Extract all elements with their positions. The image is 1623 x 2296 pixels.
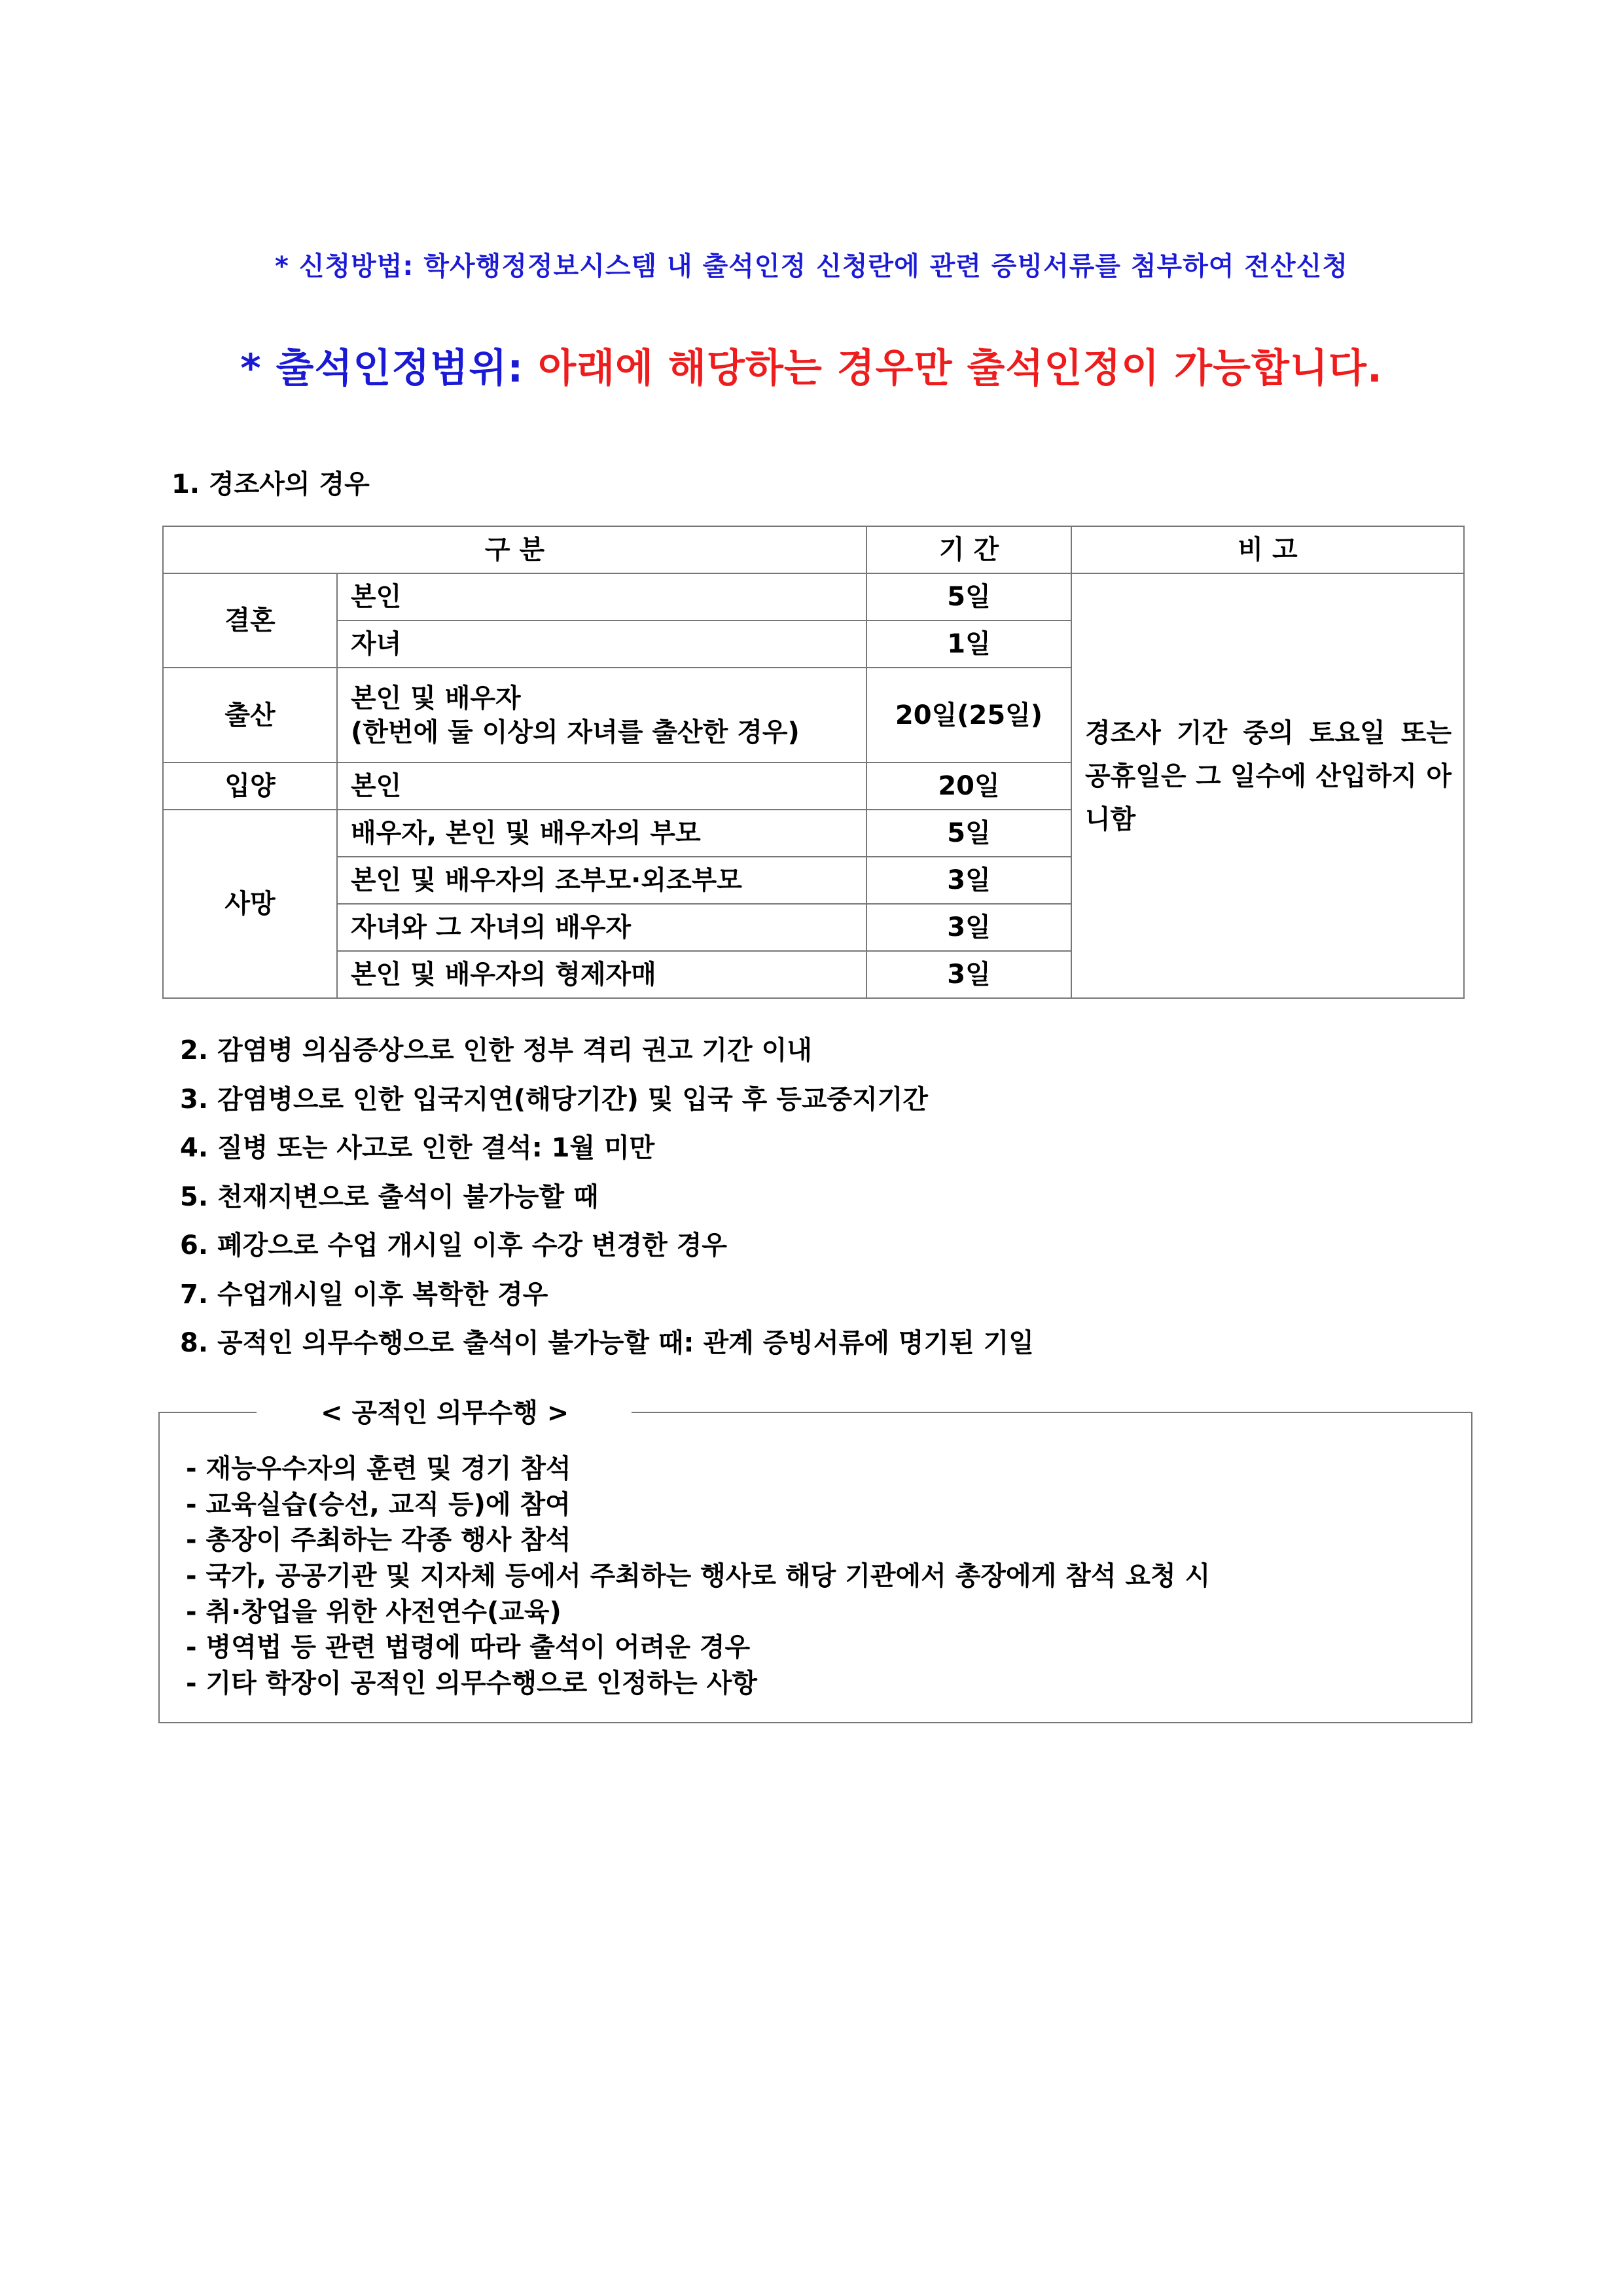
category-birth: 출산 <box>163 668 337 762</box>
condolence-leave-table <box>162 526 1465 999</box>
list-item: - 총장이 주최하는 각종 행사 참석 <box>186 1525 571 1556</box>
table-row <box>163 573 1464 620</box>
target-cell: 배우자, 본인 및 배우자의 부모 <box>337 810 866 857</box>
period-cell: 3일 <box>866 857 1071 904</box>
list-item: - 취·창업을 위한 사전연수(교육) <box>186 1596 562 1627</box>
period-cell: 20일 <box>866 762 1071 810</box>
list-item: - 병역법 등 관련 법령에 따라 출석이 어려운 경우 <box>186 1632 751 1663</box>
category-marriage: 결혼 <box>163 573 337 668</box>
header-period: 기 간 <box>866 526 1071 573</box>
list-item: 3. 감염병으로 인한 입국지연(해당기간) 및 입국 후 등교중지기간 <box>180 1084 929 1115</box>
category-death: 사망 <box>163 810 337 998</box>
period-cell: 3일 <box>866 951 1071 998</box>
scope-text: 아래에 해당하는 경우만 출석인정이 가능합니다. <box>538 346 1383 391</box>
target-cell: 본인 <box>337 573 866 620</box>
attendance-items-list <box>180 1026 1034 1368</box>
list-item: 4. 질병 또는 사고로 인한 결석: 1월 미만 <box>180 1133 655 1163</box>
list-item: 8. 공적인 의무수행으로 출석이 불가능할 때: 관계 증빙서류에 명기된 기일 <box>180 1328 1034 1358</box>
target-cell: 자녀와 그 자녀의 배우자 <box>337 904 866 951</box>
official-duty-title: < 공적인 의무수행 > <box>257 1387 632 1439</box>
table-header-row <box>163 526 1464 573</box>
period-cell: 20일(25일) <box>866 668 1071 762</box>
header-category: 구 분 <box>163 526 866 573</box>
period-cell: 1일 <box>866 620 1071 668</box>
official-duty-box <box>158 1398 1472 1723</box>
list-item: - 교육실습(승선, 교직 등)에 참여 <box>186 1489 571 1520</box>
period-cell: 5일 <box>866 573 1071 620</box>
list-item: 6. 폐강으로 수업 개시일 이후 수강 변경한 경우 <box>180 1230 728 1261</box>
note-cell: 경조사 기간 중의 토요일 또는 공휴일은 그 일수에 산입하지 아니함 <box>1071 573 1464 998</box>
target-cell: 자녀 <box>337 620 866 668</box>
list-item: - 국가, 공공기관 및 지자체 등에서 주최하는 행사로 해당 기관에서 총장에게 참석 요청 시 <box>186 1561 1211 1592</box>
list-item: 5. 천재지변으로 출석이 불가능할 때 <box>180 1181 599 1212</box>
application-method-line: * 신청방법: 학사행정정보시스템 내 출석인정 신청란에 관련 증빙서류를 첨부하여 전산신청 <box>275 251 1348 281</box>
list-item: - 기타 학장이 공적인 의무수행으로 인정하는 사항 <box>186 1668 757 1699</box>
attendance-scope-line <box>0 337 1623 393</box>
header-note: 비 고 <box>1071 526 1464 573</box>
official-duty-list <box>186 1451 1210 1702</box>
target-sub: (한번에 둘 이상의 자녀를 출산한 경우) <box>351 717 800 747</box>
section1-title: 1. 경조사의 경우 <box>171 469 370 499</box>
period-cell: 5일 <box>866 810 1071 857</box>
period-cell: 3일 <box>866 904 1071 951</box>
list-item: 2. 감염병 의심증상으로 인한 정부 격리 권고 기간 이내 <box>180 1035 812 1066</box>
target-cell: 본인 및 배우자의 조부모·외조부모 <box>337 857 866 904</box>
category-adoption: 입양 <box>163 762 337 810</box>
target-cell: 본인 및 배우자의 형제자매 <box>337 951 866 998</box>
scope-label: * 출석인정범위: <box>240 346 524 391</box>
list-item: - 재능우수자의 훈련 및 경기 참석 <box>186 1454 571 1484</box>
target-cell <box>337 668 866 762</box>
target-main: 본인 및 배우자 <box>351 683 521 713</box>
list-item: 7. 수업개시일 이후 복학한 경우 <box>180 1279 548 1310</box>
target-cell: 본인 <box>337 762 866 810</box>
